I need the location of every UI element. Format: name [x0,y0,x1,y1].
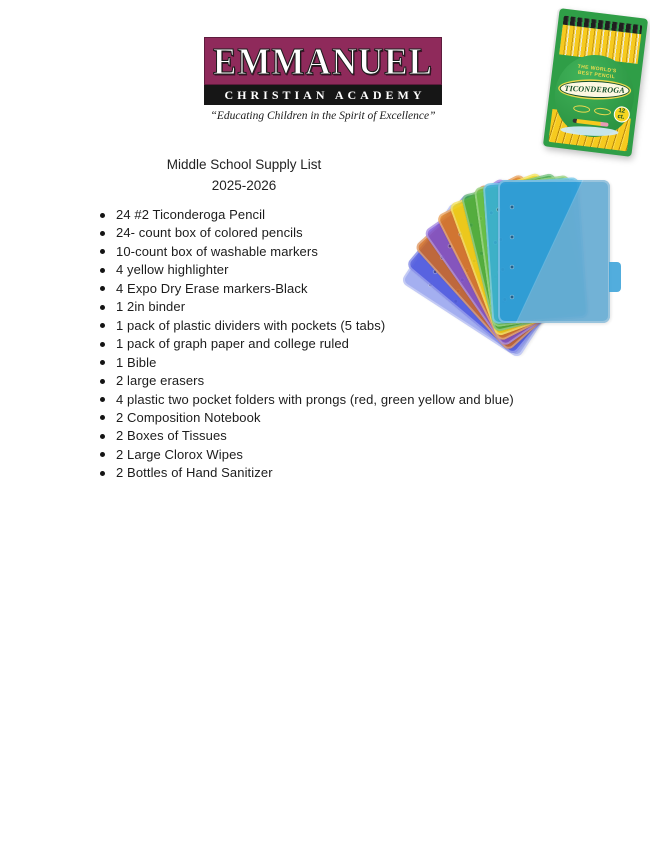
list-item: 2 Bottles of Hand Sanitizer [99,464,579,482]
pencil-count-unit: ct. [617,113,625,121]
list-item: 24 #2 Ticonderoga Pencil [99,206,579,224]
dividers-image [420,178,648,336]
list-item: 4 yellow highlighter [99,261,579,279]
list-item: 1 pack of plastic dividers with pockets (5 tabs) [99,317,579,335]
pencil-box-brand: TICONDEROGA [559,79,630,98]
list-item: 1 pack of graph paper and college ruled [99,335,579,353]
pencil-count: 12 [617,108,626,115]
list-item: 24- count box of colored pencils [99,224,579,242]
list-item: 2 large erasers [99,372,579,390]
list-item: 4 plastic two pocket folders with prongs (red, green yellow and blue) [99,391,579,409]
badge-oval [573,104,591,113]
list-item: 2 Large Clorox Wipes [99,446,579,464]
pencil-box-image [543,8,648,157]
divider-sheet [498,180,610,323]
page-title: Middle School Supply List [166,157,322,172]
list-item: 10-count box of washable markers [99,243,579,261]
list-item: 4 Expo Dry Erase markers-Black [99,280,579,298]
badge-oval [594,107,612,116]
pencil-box-slogan: THE WORLD'S BEST PENCIL [577,63,617,81]
logo-banner: CHRISTIAN ACADEMY [204,85,442,105]
list-item: 2 Composition Notebook [99,409,579,427]
logo-school-name: EMMANUEL [213,39,433,83]
list-item: 1 Bible [99,354,579,372]
school-logo [204,37,442,105]
list-item: 2 Boxes of Tissues [99,427,579,445]
logo-tagline: “Educating Children in the Spirit of Excellence” [210,110,436,122]
page-subtitle: 2025-2026 [211,178,277,193]
list-item: 1 2in binder [99,298,579,316]
logo-maroon-block [204,37,442,85]
page-title-block [94,154,394,196]
